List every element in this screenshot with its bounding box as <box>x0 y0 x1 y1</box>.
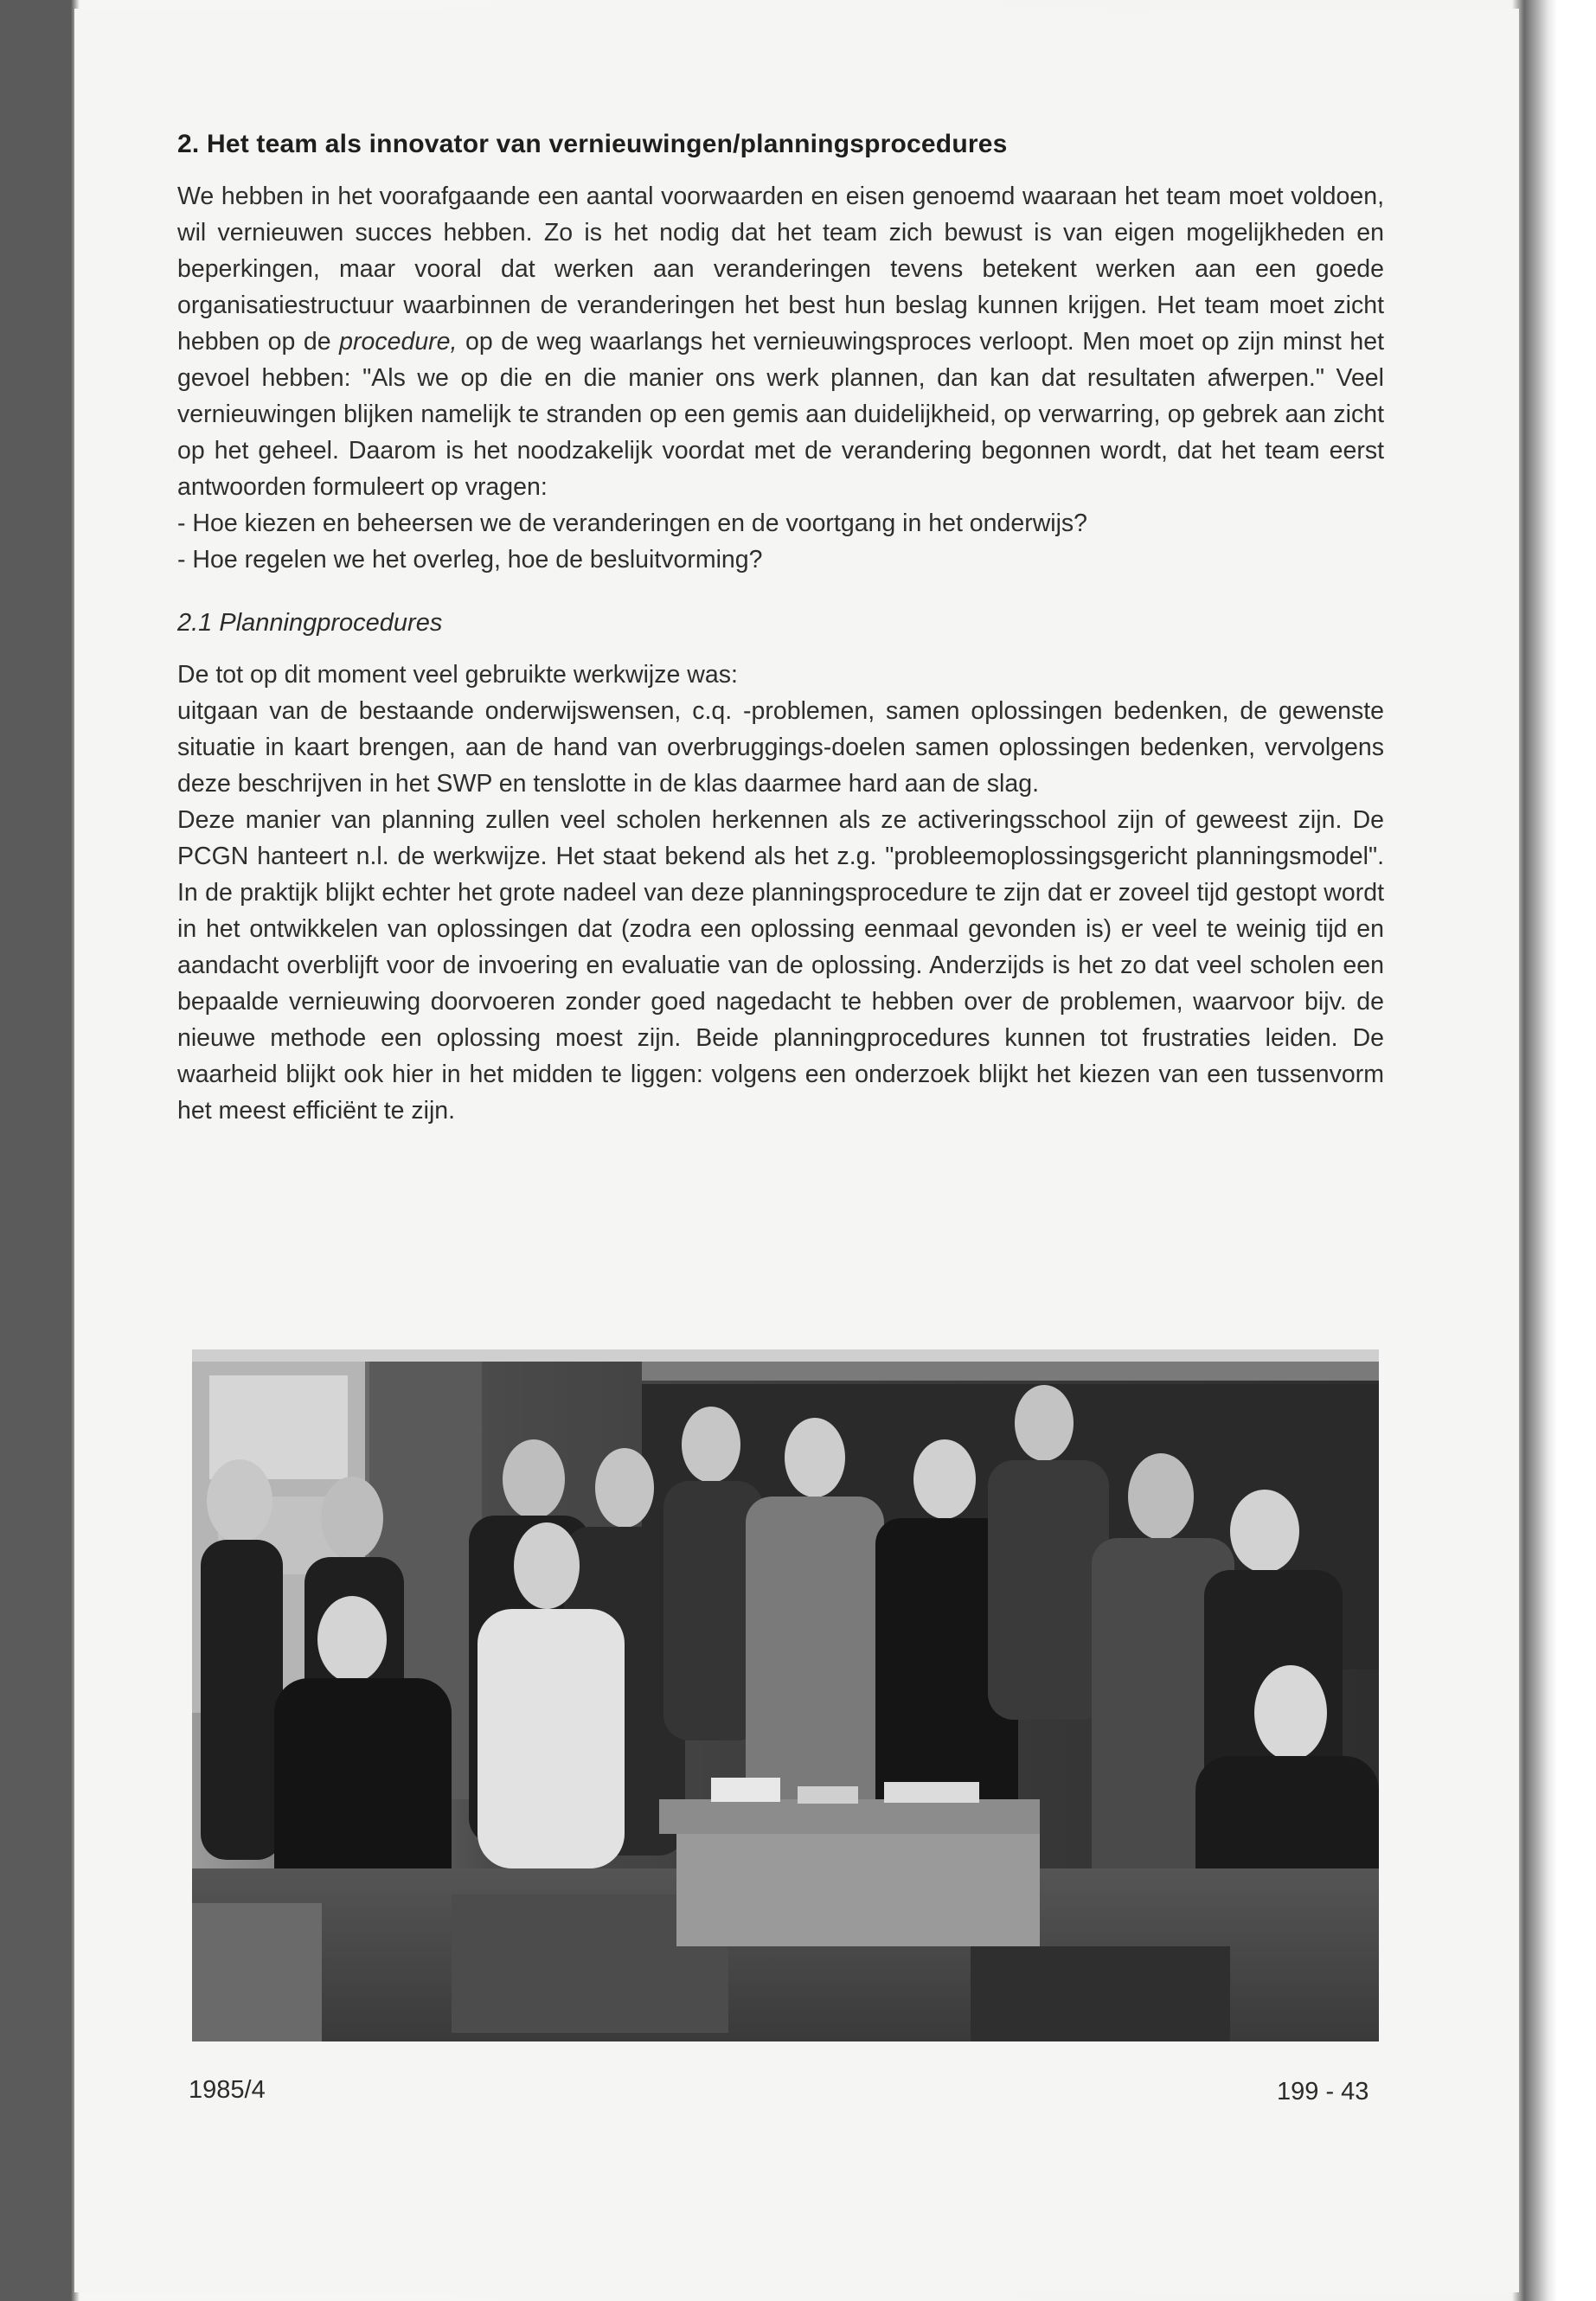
question-item-2: - Hoe regelen we het overleg, hoe de besluitvorming? <box>177 546 763 574</box>
section-heading: 2. Het team als innovator van vernieuwingen/planningsprocedures <box>177 130 1008 158</box>
subsection-heading: 2.1 Planningprocedures <box>177 609 443 637</box>
intro-paragraph <box>177 178 1384 505</box>
subsection-paragraph-3: Deze manier van planning zullen veel scholen herkennen als ze activeringsschool zijn of geweest zijn. De PCGN hanteert n.l. de werkwijze. Het staat bekend als het z.g. "probleemoplossingsgericht planningsmodel". In de praktijk blijkt echter het grote nadeel van deze planningsprocedure te zijn dat er zoveel tijd gestopt wordt in het ontwikkelen van oplossingen dat (zodra een oplossing eenmaal gevonden is) er veel te weinig tijd en aandacht overblijft voor de invoering en evaluatie van de oplossing. Anderzijds is het zo dat veel scholen een bepaalde vernieuwing doorvoeren zonder goed nagedacht te hebben over de problemen, waarvoor bijv. de nieuwe methode een oplossing moest zijn. Beide planningprocedures kunnen tot frustraties leiden. De waarheid blijkt ook hier in het midden te liggen: volgens een onderzoek blijkt het kiezen van een tussenvorm het meest efficiënt te zijn. <box>177 806 1384 1125</box>
photo-illustration <box>192 1349 1379 2041</box>
intro-text-part-1: We hebben in het voorafgaande een aantal voorwaarden en eisen genoemd waaraan het team moet voldoen, wil vernieuwen succes hebben. Zo is het nodig dat het team zich bewust is van eigen mogelijkheden en beperkingen, maar vooral dat werken aan veranderingen tevens betekent werken aan een goede organisatiestructuur waarbinnen de veranderingen het best hun beslag kunnen krijgen. Het team moet zicht hebben op de <box>177 183 1384 356</box>
subsection-paragraph-1: De tot op dit moment veel gebruikte werkwijze was: <box>177 661 738 689</box>
article-body <box>177 130 1384 1129</box>
intro-emphasis: procedure, <box>339 328 458 356</box>
footer-issue: 1985/4 <box>189 2076 266 2104</box>
subsection-paragraph-2: uitgaan van de bestaande onderwijswensen, c.q. -problemen, samen oplossingen bedenken, de gewenste situatie in kaart brengen, aan de hand van overbruggings-doelen samen oplossingen bedenken, vervolgens deze beschrijven in het SWP en tenslotte in de klas daarmee hard aan de slag. <box>177 697 1384 798</box>
team-group-photo <box>192 1349 1379 2041</box>
intro-text-part-2: op de weg waarlangs het vernieuwingsproces verloopt. Men moet op zijn minst het gevoel hebben: "Als we op die en die manier ons werk plannen, dan kan dat resultaten afwerpen." Veel vernieuwingen blijken namelijk te stranden op een gemis aan duidelijkheid, op verwarring, op gebrek aan zicht op het geheel. Daarom is het noodzakelijk voordat met de verandering begonnen wordt, dat het team eerst antwoorden formuleert op vragen: <box>177 328 1385 501</box>
question-item-1: - Hoe kiezen en beheersen we de veranderingen en de voortgang in het onderwijs? <box>177 510 1088 537</box>
footer-page-number: 199 - 43 <box>1277 2078 1369 2106</box>
